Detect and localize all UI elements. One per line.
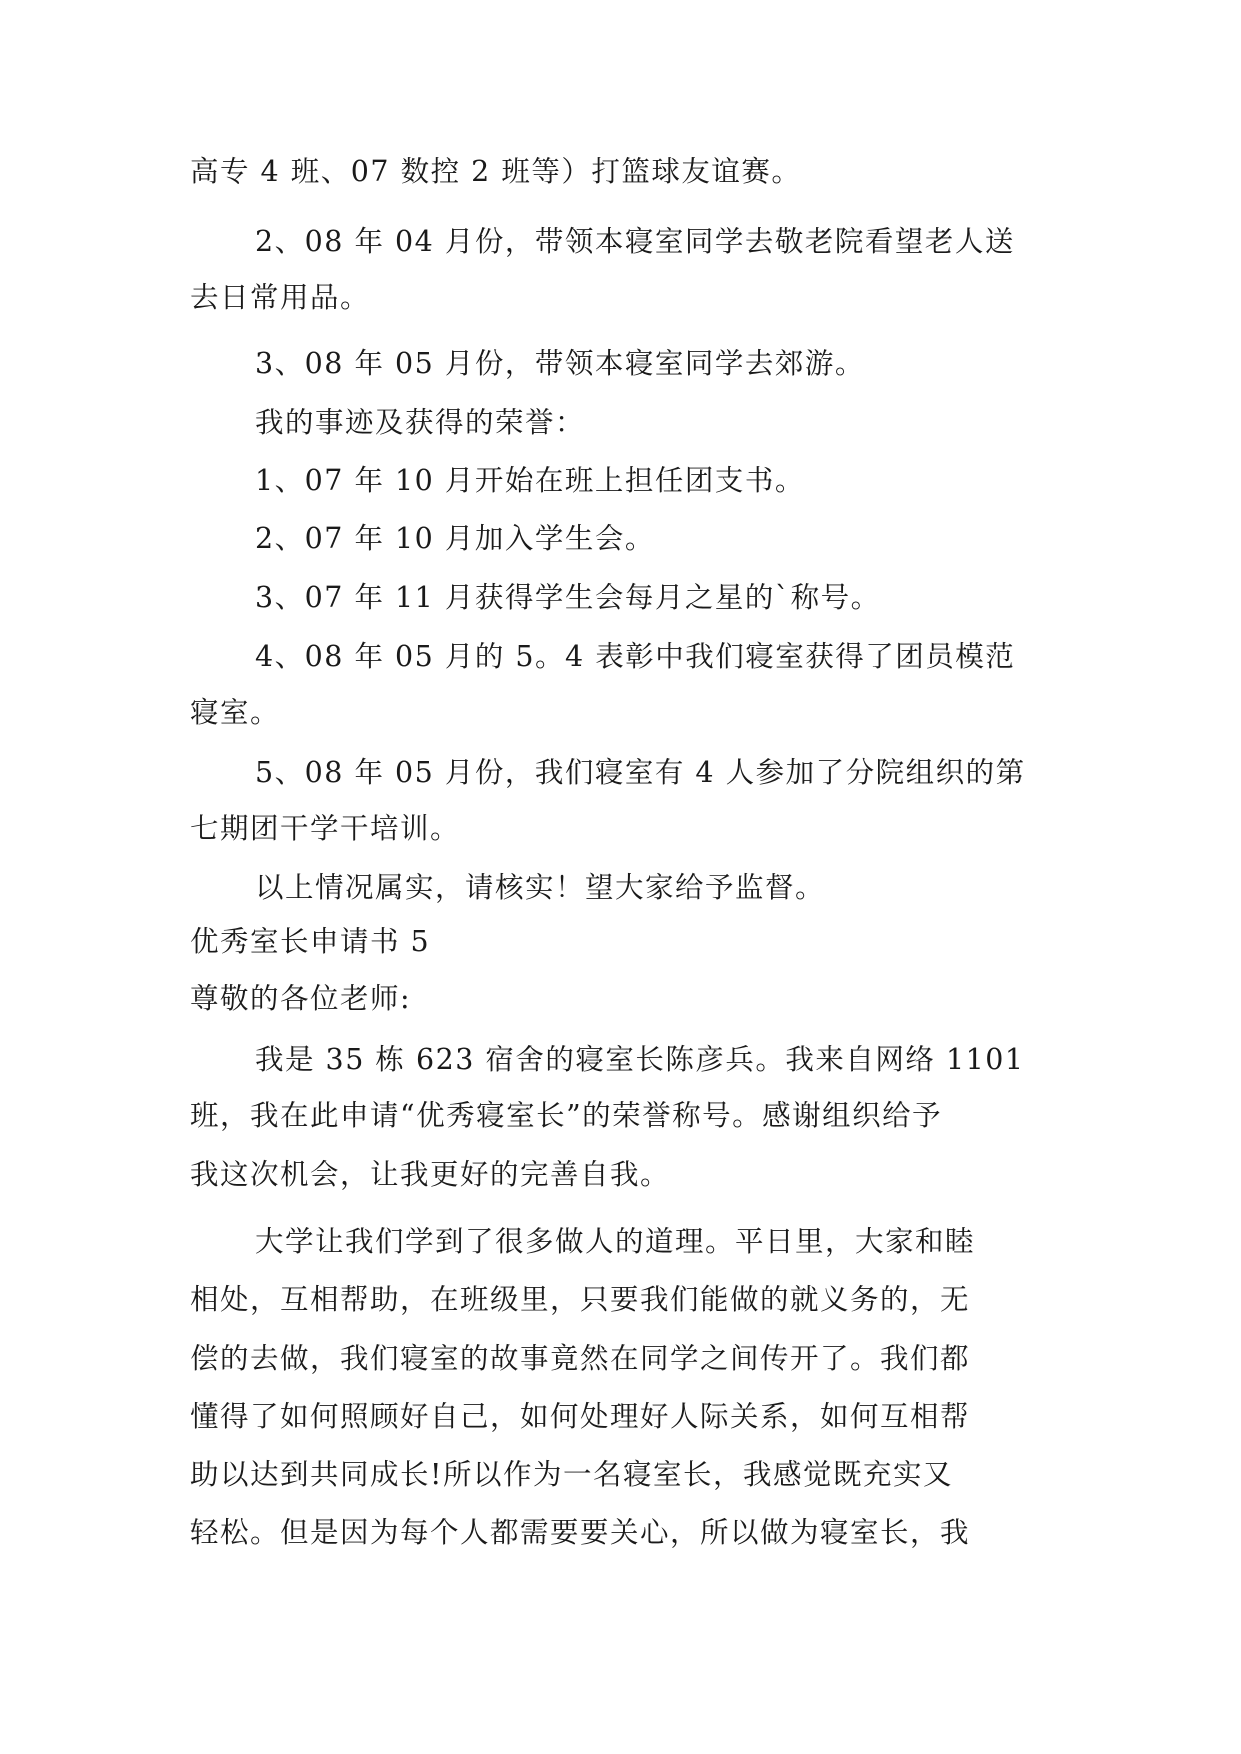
section-heading: 我的事迹及获得的荣誉： (255, 406, 586, 439)
text-line: 以上情况属实，请核实！望大家给予监督。 (255, 871, 826, 904)
text-line: 助以达到共同成长!所以作为一名寝室长，我感觉既充实又 (190, 1458, 953, 1491)
text-line: 3、08 年 05 月份，带领本寝室同学去郊游。 (255, 347, 865, 380)
text-line: 4、08 年 05 月的 5。4 表彰中我们寝室获得了团员模范 (255, 640, 1016, 673)
text-line: 5、08 年 05 月份，我们寝室有 4 人参加了分院组织的第 (255, 756, 1026, 789)
text-line: 高专 4 班、07 数控 2 班等）打篮球友谊赛。 (190, 155, 802, 188)
text-line: 去日常用品。 (190, 281, 371, 314)
text-line: 懂得了如何照顾好自己，如何处理好人际关系，如何互相帮 (190, 1400, 971, 1433)
text-line: 偿的去做，我们寝室的故事竟然在同学之间传开了。我们都 (190, 1342, 971, 1375)
text-line: 大学让我们学到了很多做人的道理。平日里，大家和睦 (255, 1225, 976, 1258)
text-line: 我是 35 栋 623 宿舍的寝室长陈彦兵。我来自网络 1101 (255, 1043, 1025, 1076)
text-line: 我这次机会，让我更好的完善自我。 (190, 1158, 671, 1191)
document-title: 优秀室长申请书 5 (190, 925, 431, 958)
text-line: 1、07 年 10 月开始在班上担任团支书。 (255, 464, 805, 497)
text-line: 3、07 年 11 月获得学生会每月之星的`称号。 (255, 581, 881, 614)
text-line: 2、07 年 10 月加入学生会。 (255, 522, 655, 555)
text-line: 七期团干学干培训。 (190, 812, 461, 845)
salutation: 尊敬的各位老师: (190, 982, 412, 1015)
text-line: 2、08 年 04 月份，带领本寝室同学去敬老院看望老人送 (255, 225, 1015, 258)
text-line: 寝室。 (190, 696, 281, 729)
text-line: 相处，互相帮助，在班级里，只要我们能做的就义务的，无 (190, 1283, 971, 1316)
text-line: 轻松。但是因为每个人都需要要关心，所以做为寝室长，我 (190, 1516, 971, 1549)
text-line: 班，我在此申请“优秀寝室长”的荣誉称号。感谢组织给予 (190, 1099, 943, 1132)
